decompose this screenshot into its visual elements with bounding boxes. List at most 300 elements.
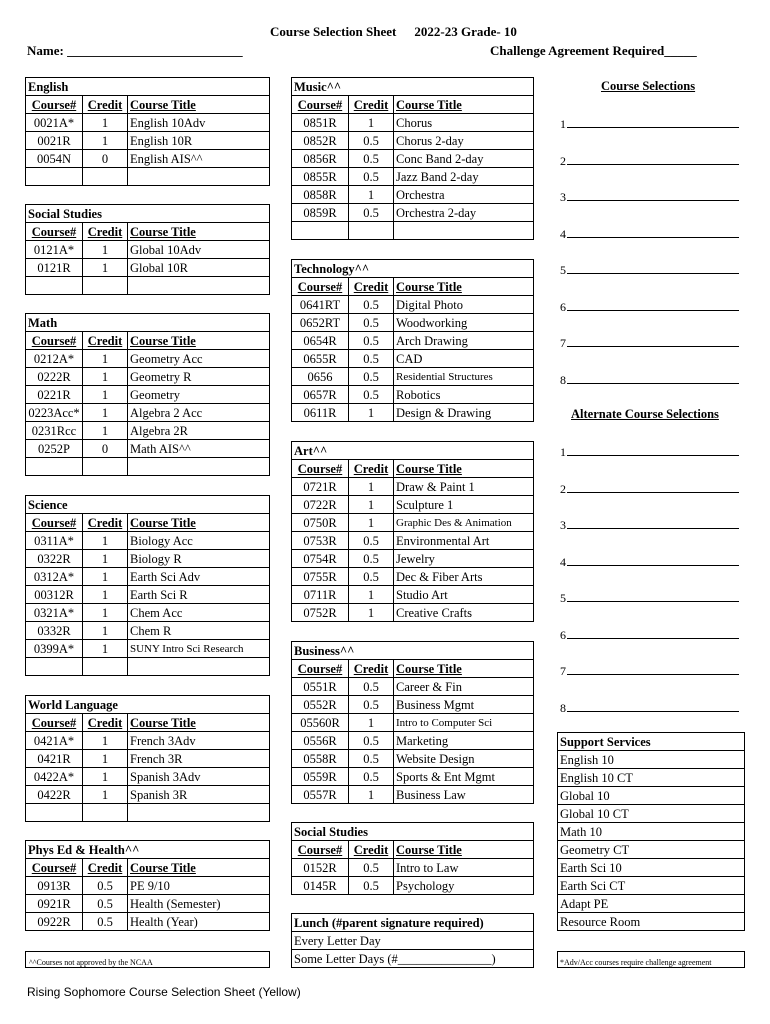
course-row[interactable]	[26, 622, 270, 640]
course-number: 0557R	[292, 786, 349, 804]
course-title: Intro to Law	[394, 859, 534, 877]
course-selection-line[interactable]	[560, 153, 739, 169]
course-row[interactable]	[292, 222, 534, 240]
course-title: PE 9/10	[128, 877, 270, 895]
course-credit: 1	[83, 422, 128, 440]
line-blank[interactable]	[567, 517, 739, 529]
col-credit: Credit	[349, 841, 394, 859]
line-number: 8	[560, 700, 566, 715]
course-title: Intro to Computer Sci	[394, 714, 534, 732]
course-number: 0711R	[292, 586, 349, 604]
course-number: 0421A*	[26, 732, 83, 750]
course-row[interactable]	[292, 186, 534, 204]
col-course-title: Course Title	[128, 223, 270, 241]
support-service-item[interactable]: Global 10	[558, 787, 745, 805]
course-title: Business Mgmt	[394, 696, 534, 714]
course-title: Geometry R	[128, 368, 270, 386]
course-row[interactable]	[26, 277, 270, 295]
course-credit: 1	[83, 768, 128, 786]
course-number: 0655R	[292, 350, 349, 368]
support-service-item[interactable]: Adapt PE	[558, 895, 745, 913]
course-number: 0021R	[26, 132, 83, 150]
course-row[interactable]	[292, 568, 534, 586]
course-row[interactable]	[26, 604, 270, 622]
course-title: Robotics	[394, 386, 534, 404]
course-title: French 3Adv	[128, 732, 270, 750]
course-row[interactable]	[26, 132, 270, 150]
course-selection-line[interactable]	[560, 189, 739, 205]
course-number: 0121A*	[26, 241, 83, 259]
course-number: 0656	[292, 368, 349, 386]
support-service-item[interactable]: Earth Sci 10	[558, 859, 745, 877]
course-row[interactable]	[26, 150, 270, 168]
course-row[interactable]	[292, 514, 534, 532]
course-row[interactable]	[292, 732, 534, 750]
course-title: Conc Band 2-day	[394, 150, 534, 168]
line-number: 5	[560, 591, 566, 605]
course-row[interactable]	[292, 859, 534, 877]
support-service-item[interactable]: English 10 CT	[558, 769, 745, 787]
course-credit: 1	[83, 586, 128, 604]
line-blank[interactable]	[567, 189, 739, 201]
course-row[interactable]	[26, 532, 270, 550]
course-title: Orchestra	[394, 186, 534, 204]
course-title: Geometry	[128, 386, 270, 404]
course-title: Algebra 2 Acc	[128, 404, 270, 422]
line-number: 1	[560, 445, 566, 459]
course-number: 0021A*	[26, 114, 83, 132]
course-credit: 1	[349, 186, 394, 204]
col-course-number: Course#	[26, 514, 83, 532]
course-credit: 0.5	[349, 568, 394, 586]
course-row[interactable]	[26, 750, 270, 768]
course-row[interactable]	[26, 732, 270, 750]
col-credit: Credit	[83, 514, 128, 532]
course-row[interactable]	[26, 458, 270, 476]
section-title: Business^^	[292, 642, 534, 660]
course-row[interactable]	[26, 568, 270, 586]
course-title: Chem Acc	[128, 604, 270, 622]
course-row[interactable]	[292, 296, 534, 314]
course-title: Career & Fin	[394, 678, 534, 696]
course-row[interactable]	[292, 114, 534, 132]
course-row[interactable]	[26, 114, 270, 132]
course-credit: 0.5	[349, 696, 394, 714]
course-number: 0753R	[292, 532, 349, 550]
course-selection-line[interactable]	[560, 335, 739, 351]
col-credit: Credit	[349, 96, 394, 114]
course-credit: 1	[83, 386, 128, 404]
section-title: Music^^	[292, 78, 534, 96]
course-credit	[83, 277, 128, 295]
course-row[interactable]	[26, 259, 270, 277]
course-row[interactable]	[26, 386, 270, 404]
course-title: Jazz Band 2-day	[394, 168, 534, 186]
line-blank[interactable]	[567, 554, 739, 566]
course-number: 0221R	[26, 386, 83, 404]
phys-ed-table	[25, 840, 270, 931]
alternate-selection-line[interactable]	[560, 663, 739, 679]
course-number: 0054N	[26, 150, 83, 168]
course-title: Residential Structures	[394, 368, 534, 386]
course-row[interactable]	[292, 132, 534, 150]
section-title: Math	[26, 314, 270, 332]
course-title: Algebra 2R	[128, 422, 270, 440]
course-title: Studio Art	[394, 586, 534, 604]
line-blank[interactable]	[567, 262, 739, 274]
art-table	[291, 441, 534, 622]
course-row[interactable]	[26, 404, 270, 422]
course-row[interactable]	[292, 496, 534, 514]
course-title: Health (Semester)	[128, 895, 270, 913]
music-table	[291, 77, 534, 240]
course-credit	[349, 222, 394, 240]
course-title	[128, 804, 270, 822]
course-credit: 0.5	[349, 386, 394, 404]
course-title: Biology Acc	[128, 532, 270, 550]
course-selections-title: Course Selections	[601, 79, 696, 93]
course-title: Business Law	[394, 786, 534, 804]
course-title: Earth Sci Adv	[128, 568, 270, 586]
course-title	[128, 658, 270, 676]
footer-caption: Rising Sophomore Course Selection Sheet (Yellow)	[27, 985, 301, 999]
course-row[interactable]	[292, 150, 534, 168]
alternate-selection-line[interactable]	[560, 590, 739, 606]
course-credit: 0.5	[349, 168, 394, 186]
course-title: Earth Sci R	[128, 586, 270, 604]
course-title: Biology R	[128, 550, 270, 568]
course-row[interactable]	[26, 368, 270, 386]
course-number: 0750R	[292, 514, 349, 532]
course-title	[128, 168, 270, 186]
course-row[interactable]	[292, 204, 534, 222]
col-course-title: Course Title	[128, 96, 270, 114]
course-credit	[83, 458, 128, 476]
line-blank[interactable]	[567, 444, 739, 456]
course-credit: 1	[83, 259, 128, 277]
course-row[interactable]	[292, 478, 534, 496]
line-number: 8	[560, 372, 566, 387]
col-course-number: Course#	[26, 859, 83, 877]
support-service-item[interactable]: Geometry CT	[558, 841, 745, 859]
col-course-title: Course Title	[394, 660, 534, 678]
alternate-selection-line[interactable]	[560, 481, 739, 497]
course-row[interactable]	[26, 877, 270, 895]
alternate-selection-line[interactable]	[560, 444, 739, 460]
course-credit: 1	[83, 532, 128, 550]
course-number: 0641RT	[292, 296, 349, 314]
course-title: Woodworking	[394, 314, 534, 332]
section-title: Social Studies	[292, 823, 534, 841]
course-number: 0652RT	[292, 314, 349, 332]
support-service-item[interactable]: Math 10	[558, 823, 745, 841]
course-row[interactable]	[26, 658, 270, 676]
course-title	[128, 458, 270, 476]
line-blank[interactable]	[567, 663, 739, 675]
course-number: 05560R	[292, 714, 349, 732]
col-course-number: Course#	[292, 278, 349, 296]
section-title: Social Studies	[26, 205, 270, 223]
course-number: 0851R	[292, 114, 349, 132]
course-number: 0755R	[292, 568, 349, 586]
course-title: Orchestra 2-day	[394, 204, 534, 222]
course-title: Spanish 3R	[128, 786, 270, 804]
course-selection-line[interactable]	[560, 299, 739, 315]
course-row[interactable]	[292, 386, 534, 404]
line-blank[interactable]	[567, 590, 739, 602]
line-blank[interactable]	[567, 481, 739, 493]
course-number: 0752R	[292, 604, 349, 622]
course-number: 0611R	[292, 404, 349, 422]
support-services-table	[557, 732, 745, 931]
course-number: 0559R	[292, 768, 349, 786]
course-credit: 1	[83, 604, 128, 622]
course-row[interactable]	[26, 550, 270, 568]
course-number: 00312R	[26, 586, 83, 604]
col-course-title: Course Title	[394, 841, 534, 859]
course-credit: 1	[349, 478, 394, 496]
course-credit	[83, 804, 128, 822]
course-number: 0858R	[292, 186, 349, 204]
course-credit: 0.5	[349, 678, 394, 696]
line-blank[interactable]	[567, 335, 739, 347]
lunch-some-days[interactable]: Some Letter Days (#_______________)	[292, 950, 534, 968]
line-number: 3	[560, 518, 566, 532]
support-service-item[interactable]: Resource Room	[558, 913, 745, 931]
name-field[interactable]: Name: ___________________________	[27, 43, 243, 58]
course-row[interactable]	[292, 532, 534, 550]
course-credit: 1	[83, 350, 128, 368]
col-course-title: Course Title	[394, 278, 534, 296]
course-title: Arch Drawing	[394, 332, 534, 350]
course-credit: 0.5	[83, 895, 128, 913]
course-row[interactable]	[26, 440, 270, 458]
course-credit: 0.5	[349, 859, 394, 877]
course-row[interactable]	[292, 786, 534, 804]
course-title: Psychology	[394, 877, 534, 895]
course-row[interactable]	[292, 368, 534, 386]
course-row[interactable]	[292, 332, 534, 350]
course-credit	[83, 658, 128, 676]
course-number: 0212A*	[26, 350, 83, 368]
course-title	[128, 277, 270, 295]
course-credit: 1	[83, 640, 128, 658]
course-number	[26, 277, 83, 295]
course-row[interactable]	[26, 586, 270, 604]
science-table	[25, 495, 270, 676]
course-credit	[83, 168, 128, 186]
course-row[interactable]	[26, 786, 270, 804]
course-credit: 1	[83, 114, 128, 132]
course-row[interactable]	[292, 314, 534, 332]
course-number: 0922R	[26, 913, 83, 931]
course-number: 0321A*	[26, 604, 83, 622]
course-credit: 0.5	[349, 768, 394, 786]
course-number: 0399A*	[26, 640, 83, 658]
support-service-item[interactable]: Global 10 CT	[558, 805, 745, 823]
course-credit: 0.5	[349, 732, 394, 750]
section-title: Art^^	[292, 442, 534, 460]
course-number: 0231Rcc	[26, 422, 83, 440]
col-course-title: Course Title	[128, 859, 270, 877]
line-blank[interactable]	[567, 700, 739, 712]
course-number: 0312A*	[26, 568, 83, 586]
alternate-selection-line[interactable]	[560, 700, 739, 716]
course-row[interactable]	[26, 640, 270, 658]
math-table	[25, 313, 270, 476]
course-row[interactable]	[26, 768, 270, 786]
course-row[interactable]	[292, 604, 534, 622]
course-number: 0657R	[292, 386, 349, 404]
course-title: Spanish 3Adv	[128, 768, 270, 786]
course-credit: 0.5	[349, 350, 394, 368]
alternate-selection-line[interactable]	[560, 554, 739, 570]
course-title: Chorus	[394, 114, 534, 132]
course-number	[26, 804, 83, 822]
course-credit: 1	[83, 132, 128, 150]
course-title: Sculpture 1	[394, 496, 534, 514]
course-number: 0252P	[26, 440, 83, 458]
course-title: Dec & Fiber Arts	[394, 568, 534, 586]
technology-table	[291, 259, 534, 422]
line-number: 1	[560, 117, 566, 131]
course-number: 0422A*	[26, 768, 83, 786]
course-row[interactable]	[26, 168, 270, 186]
line-blank[interactable]	[567, 116, 739, 128]
course-credit: 0.5	[83, 877, 128, 895]
support-service-item[interactable]: Earth Sci CT	[558, 877, 745, 895]
course-row[interactable]	[292, 350, 534, 368]
course-title: Marketing	[394, 732, 534, 750]
business-table	[291, 641, 534, 804]
course-row[interactable]	[292, 586, 534, 604]
course-selection-line[interactable]	[560, 262, 739, 278]
section-title: Science	[26, 496, 270, 514]
social-studies-table	[25, 204, 270, 295]
course-credit: 1	[83, 368, 128, 386]
course-row[interactable]	[292, 168, 534, 186]
support-service-item[interactable]: English 10	[558, 751, 745, 769]
course-row[interactable]	[292, 404, 534, 422]
course-row[interactable]	[292, 696, 534, 714]
course-credit: 1	[83, 732, 128, 750]
lunch-every-day[interactable]: Every Letter Day	[292, 932, 534, 950]
course-number: 0552R	[292, 696, 349, 714]
line-number: 6	[560, 299, 566, 314]
course-row[interactable]	[292, 750, 534, 768]
course-number: 0913R	[26, 877, 83, 895]
col-credit: Credit	[83, 714, 128, 732]
line-number: 4	[560, 554, 566, 569]
alternate-selection-line[interactable]	[560, 627, 739, 643]
line-blank[interactable]	[567, 226, 739, 238]
course-credit: 0	[83, 150, 128, 168]
course-number: 0721R	[292, 478, 349, 496]
line-number: 6	[560, 627, 566, 642]
alternate-selections-title: Alternate Course Selections	[571, 407, 719, 421]
course-selection-line[interactable]	[560, 372, 739, 388]
course-title: Math AIS^^	[128, 440, 270, 458]
course-credit: 1	[349, 496, 394, 514]
course-number	[292, 222, 349, 240]
course-number: 0855R	[292, 168, 349, 186]
course-selection-line[interactable]	[560, 226, 739, 242]
course-number: 0558R	[292, 750, 349, 768]
course-selection-line[interactable]	[560, 116, 739, 132]
col-credit: Credit	[83, 223, 128, 241]
alternate-selection-line[interactable]	[560, 517, 739, 533]
course-row[interactable]	[26, 804, 270, 822]
course-row[interactable]	[292, 550, 534, 568]
course-row[interactable]	[26, 350, 270, 368]
english-table	[25, 77, 270, 186]
col-credit: Credit	[83, 332, 128, 350]
course-number: 0332R	[26, 622, 83, 640]
course-credit: 1	[349, 604, 394, 622]
course-title: CAD	[394, 350, 534, 368]
course-credit: 1	[83, 550, 128, 568]
course-title: French 3R	[128, 750, 270, 768]
section-title: World Language	[26, 696, 270, 714]
course-credit: 1	[83, 568, 128, 586]
course-number	[26, 658, 83, 676]
line-blank[interactable]	[567, 627, 739, 639]
col-course-number: Course#	[292, 96, 349, 114]
col-credit: Credit	[349, 460, 394, 478]
col-course-title: Course Title	[128, 332, 270, 350]
course-number: 0754R	[292, 550, 349, 568]
course-credit: 0	[83, 440, 128, 458]
course-credit: 0.5	[349, 132, 394, 150]
line-blank[interactable]	[567, 153, 739, 165]
line-blank[interactable]	[567, 372, 739, 384]
support-services-title: Support Services	[558, 733, 745, 751]
course-credit: 0.5	[349, 296, 394, 314]
course-title: Chorus 2-day	[394, 132, 534, 150]
course-number: 0654R	[292, 332, 349, 350]
course-title: Sports & Ent Mgmt	[394, 768, 534, 786]
line-number: 7	[560, 336, 566, 350]
course-number: 0859R	[292, 204, 349, 222]
course-row[interactable]	[292, 678, 534, 696]
line-number: 5	[560, 263, 566, 277]
course-credit: 1	[349, 586, 394, 604]
course-row[interactable]	[292, 714, 534, 732]
course-row[interactable]	[26, 241, 270, 259]
course-row[interactable]	[26, 895, 270, 913]
course-row[interactable]	[292, 877, 534, 895]
course-credit: 0.5	[349, 532, 394, 550]
course-number: 0421R	[26, 750, 83, 768]
course-row[interactable]	[26, 422, 270, 440]
line-number: 2	[560, 153, 566, 168]
course-credit: 0.5	[349, 750, 394, 768]
course-title: Jewelry	[394, 550, 534, 568]
course-credit: 0.5	[349, 877, 394, 895]
course-title: Creative Crafts	[394, 604, 534, 622]
col-course-number: Course#	[26, 332, 83, 350]
course-credit: 0.5	[349, 332, 394, 350]
course-number: 0223Acc*	[26, 404, 83, 422]
course-row[interactable]	[292, 768, 534, 786]
course-title: Design & Drawing	[394, 404, 534, 422]
course-number: 0145R	[292, 877, 349, 895]
course-title: English 10R	[128, 132, 270, 150]
challenge-agreement-field[interactable]: Challenge Agreement Required_____	[490, 43, 697, 58]
course-number: 0551R	[292, 678, 349, 696]
line-blank[interactable]	[567, 299, 739, 311]
course-row[interactable]	[26, 913, 270, 931]
